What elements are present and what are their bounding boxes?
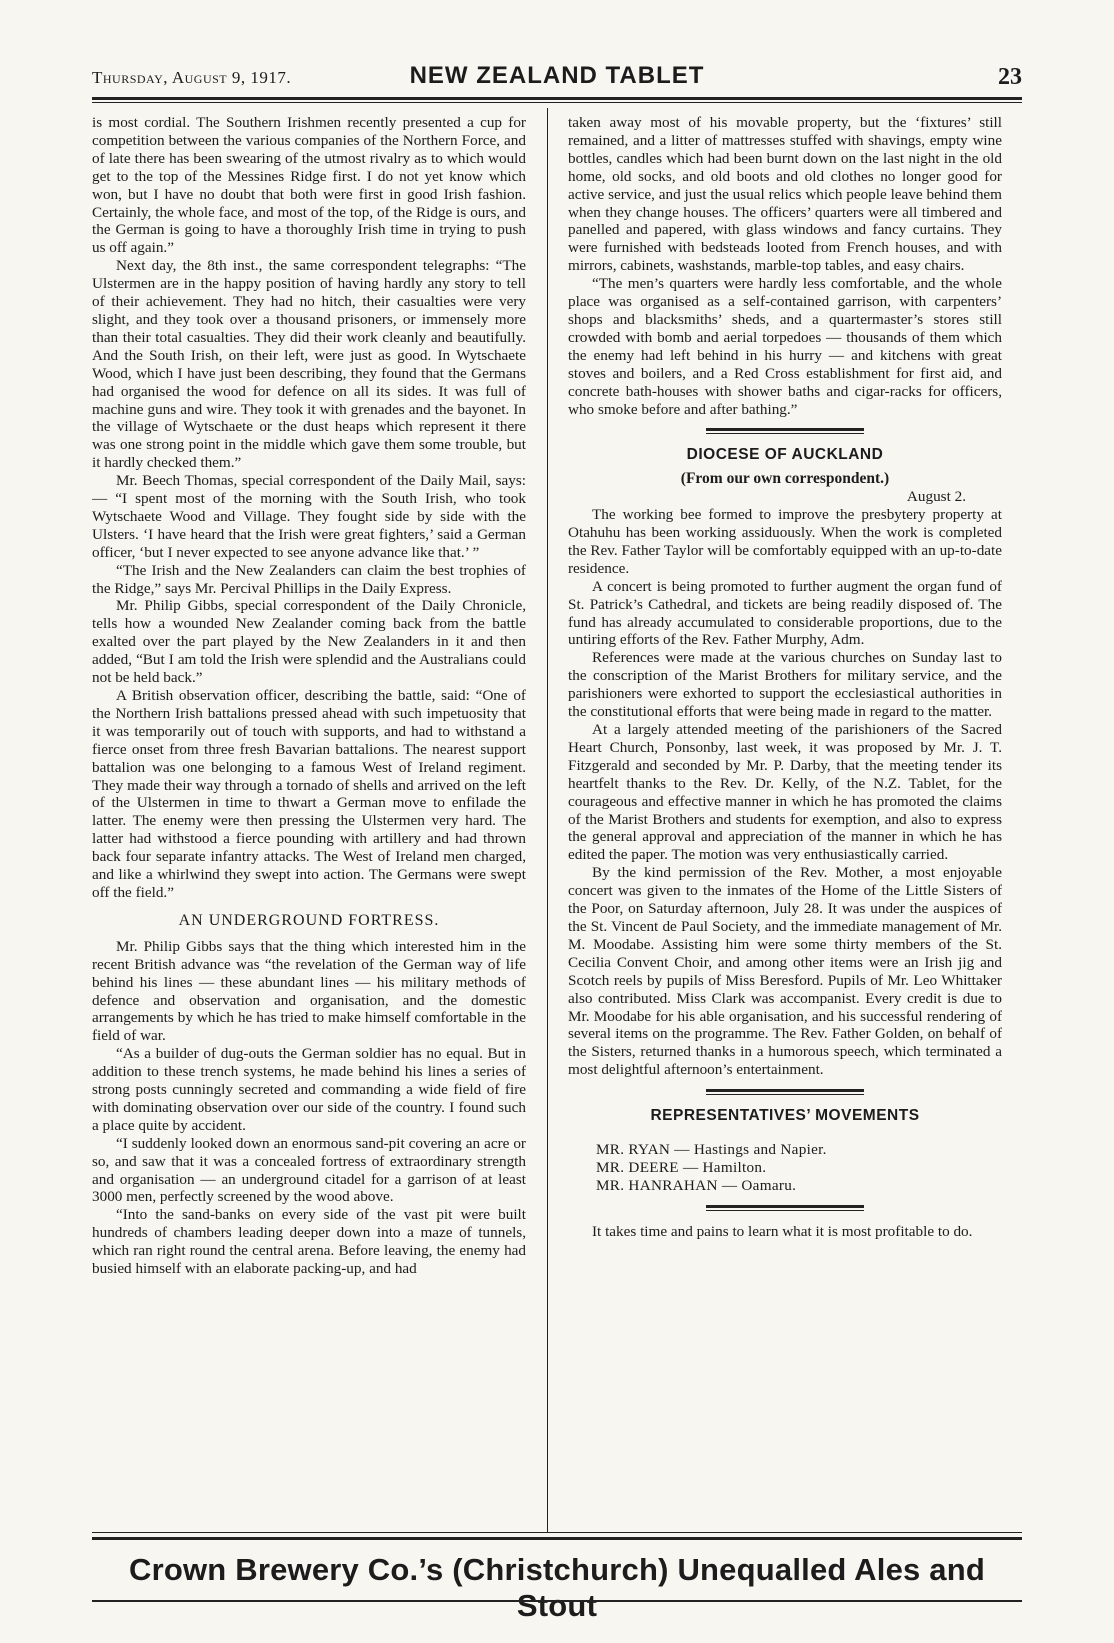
- article-paragraph: Mr. Philip Gibbs, special correspondent of the Daily Chronicle, tells how a wounded New Zealander coming back from the battle exalted over the part played by the New Zealanders in it and then added, “But I am told the Irish were splendid and the Australians could not be held back.”: [92, 597, 526, 687]
- article-paragraph: “As a builder of dug-outs the German soldier has no equal. But in addition to these trench systems, he made behind his lines a series of strong posts cunningly secreted and commanding a wide field of fire with dominating observation over our side of the country. I found such a place quite by accident.: [92, 1045, 526, 1134]
- representative-entry: MR. DEERE — Hamilton.: [596, 1159, 767, 1177]
- article-paragraph: Mr. Beech Thomas, special correspondent of the Daily Mail, says: — “I spent most of the morning with the South Irish, who took Wytschaete Wood and Village. They fought side by side with the Ulsters. ‘I have heard that the Irish were great fighters,’ said a German officer, ‘but I never expected to see anyone advance like that.’ ”: [92, 472, 526, 561]
- section-separator: [706, 1205, 864, 1211]
- masthead-rule-thin: [92, 102, 1022, 103]
- representatives-list: [568, 1141, 1002, 1195]
- article-paragraph: A concert is being promoted to further augment the organ fund of St. Patrick’s Cathedral, and tickets are being readily disposed of. The fund has already accumulated to considerable proportions, due to the untiring efforts of the Rev. Father Murphy, Adm.: [568, 577, 1002, 649]
- representatives-heading: REPRESENTATIVES’ MOVEMENTS: [650, 1107, 920, 1125]
- closing-maxim: It takes time and pains to learn what it is most profitable to do.: [592, 1223, 973, 1241]
- representative-entry: MR. HANRAHAN — Oamaru.: [596, 1177, 797, 1195]
- article-paragraph: Next day, the 8th inst., the same correspondent telegraphs: “The Ulstermen are in the happy position of having hardly any story to tell of their achievement. They had no hitch, their casualties were very slight, and they took over a thousand prisoners, or immensely more than their total casualties. They did their work cleanly and beautifully. And the South Irish, on their left, were just as good. In Wytschaete Wood, which I have just been describing, they found that the Germans had organised the wood for defence on all its sides. It was full of machine guns and wire. They took it with grenades and the bayonet. In the village of Wytschaete or the dust heaps which represent it there was one strong point in the middle which gave them some trouble, but it hardly checked them.”: [92, 257, 526, 472]
- diocese-subheading: (From our own correspondent.): [680, 470, 890, 488]
- page-number: 23: [998, 64, 1022, 90]
- publication-title: NEW ZEALAND TABLET: [409, 62, 705, 89]
- article-paragraph: taken away most of his movable property, but the ‘fixtures’ still remained, and a litter of mattresses stuffed with shavings, empty wine bottles, candles which had been burnt down on the last night in the old home, old socks, and old boots and old clothes no longer good for active service, and just the usual relics which people leave behind them when they change houses. The officers’ quarters were all timbered and panelled and papered, with glass windows and fancy curtains. They were furnished with bedsteads looted from French houses, and with mirrors, cabinets, washstands, marble-top tables, and easy chairs.: [568, 114, 1002, 275]
- diocese-heading: DIOCESE OF AUCKLAND: [686, 446, 884, 464]
- article-paragraph: At a largely attended meeting of the parishioners of the Sacred Heart Church, Ponsonby, last week, it was proposed by Mr. J. T. Fitzgerald and seconded by Mr. P. Darby, that the meeting tender its heartfelt thanks to the Rev. Dr. Kelly, of the N.Z. Tablet, for the courageous and effective manner in which he has promoted the claims of the Marist Brothers and students for exemption, and also to express the general approval and appreciation of the manner in which he has edited the paper. The motion was very enthusiastically carried.: [568, 721, 1002, 864]
- article-paragraph: The working bee formed to improve the presbytery property at Otahuhu has been working assiduously. When the work is completed the Rev. Father Taylor will be comfortably equipped with an up-to-date residence.: [568, 506, 1002, 577]
- masthead: [92, 62, 1022, 92]
- article-paragraph: Mr. Philip Gibbs says that the thing which interested him in the recent British advance was “the revelation of the German way of life behind his lines — these abundant lines — his military methods of defence and observation and organisation, and the domestic arrangements by which he has tried to make himself comfortable in the field of war.: [92, 937, 526, 1045]
- article-paragraph: References were made at the various churches on Sunday last to the conscription of the Marist Brothers for military service, and the parishioners were exhorted to support the ecclesiastical authorities in the constitutional efforts that were being made in regard to the matter.: [568, 649, 1002, 721]
- column-divider: [547, 108, 548, 1532]
- article-paragraph: “I suddenly looked down an enormous sand-pit covering an acre or so, and saw that it was a concealed fortress of extraordinary strength and organisation — an underground citadel for a garrison of at least 3000 men, perfectly screened by the wood above.: [92, 1134, 526, 1206]
- article-paragraph: is most cordial. The Southern Irishmen recently presented a cup for competition between the various companies of the Northern Force, and of late there has been swearing of the utmost rivalry as to which would get to the top of the Messines Ridge first. I do not yet know which won, but I have no doubt that both were first in good Irish fashion. Certainly, the whole face, and most of the top, of the Ridge is ours, and the German is going to have a thoroughly Irish time in trying to push us off again.”: [92, 114, 526, 257]
- advert-rule: [92, 1600, 1022, 1602]
- footer-rule-thin: [92, 1532, 1022, 1533]
- left-column: [92, 114, 526, 1526]
- representative-entry: MR. RYAN — Hastings and Napier.: [596, 1141, 827, 1159]
- section-separator: [706, 428, 864, 434]
- masthead-rule: [92, 97, 1022, 100]
- right-column: [568, 114, 1002, 1526]
- issue-date: Thursday, August 9, 1917.: [92, 68, 292, 87]
- fortress-heading: AN UNDERGROUND FORTRESS.: [178, 911, 440, 929]
- footer-rule: [92, 1537, 1022, 1540]
- diocese-date: August 2.: [906, 488, 966, 506]
- article-paragraph: By the kind permission of the Rev. Mother, a most enjoyable concert was given to the inmates of the Home of the Little Sisters of the Poor, on Saturday afternoon, July 28. It was under the auspices of the St. Vincent de Paul Society, and the immediate management of Mr. M. Moodabe. Assisting him were some thirty members of the St. Cecilia Convent Choir, and among other items were an Irish jig and Scotch reels by pupils of Miss Beresford. Pupils of Mr. Leo Whittaker also contributed. Miss Clark was accompanist. Every credit is due to Mr. Moodabe for his able organisation, and his successful rendering of several items on the programme. The Rev. Father Golden, on behalf of the Sisters, returned thanks in a humorous speech, which terminated a most delightful afternoon’s entertainment.: [568, 864, 1002, 1079]
- brewery-advert: Crown Brewery Co.’s (Christchurch) Unequalled Ales and Stout: [129, 1552, 985, 1623]
- article-paragraph: “Into the sand-banks on every side of the vast pit were built hundreds of chambers leading deeper down into a maze of tunnels, which ran right round the central arena. Before leaving, the enemy had busied himself with an elaborate packing-up, and had: [92, 1206, 526, 1278]
- section-separator: [706, 1089, 864, 1095]
- article-paragraph: “The men’s quarters were hardly less comfortable, and the whole place was organised as a self-contained garrison, with carpenters’ shops and blacksmiths’ sheds, and a quartermaster’s stores still crowded with bomb and aerial torpedoes — thousands of them which the enemy had left behind in his hurry — and kitchens with great stoves and boilers, and a Red Cross establishment for first aid, and concrete bath-houses with shower baths and cigar-racks for officers, who smoke before and after bathing.”: [568, 275, 1002, 418]
- article-paragraph: “The Irish and the New Zealanders can claim the best trophies of the Ridge,” says Mr. Percival Phillips in the Daily Express.: [92, 561, 526, 597]
- article-paragraph: A British observation officer, describing the battle, said: “One of the Northern Irish battalions pressed ahead with such impetuosity that it was temporarily out of touch with supports, and had to withstand a fierce onset from three fresh Bavarian battalions. The nearest support battalion was one belonging to a famous West of Ireland regiment. They made their way through a tornado of shells and arrived on the left of the Ulstermen in time to thwart a German move to enfilade the latter. The enemy were then pressing the Ulstermen very hard. The latter had withstood a fierce pounding with artillery and had thrown back four separate infantry attacks. The West of Ireland men charged, and like a whirlwind they swept into action. The Germans were swept off the field.”: [92, 687, 526, 901]
